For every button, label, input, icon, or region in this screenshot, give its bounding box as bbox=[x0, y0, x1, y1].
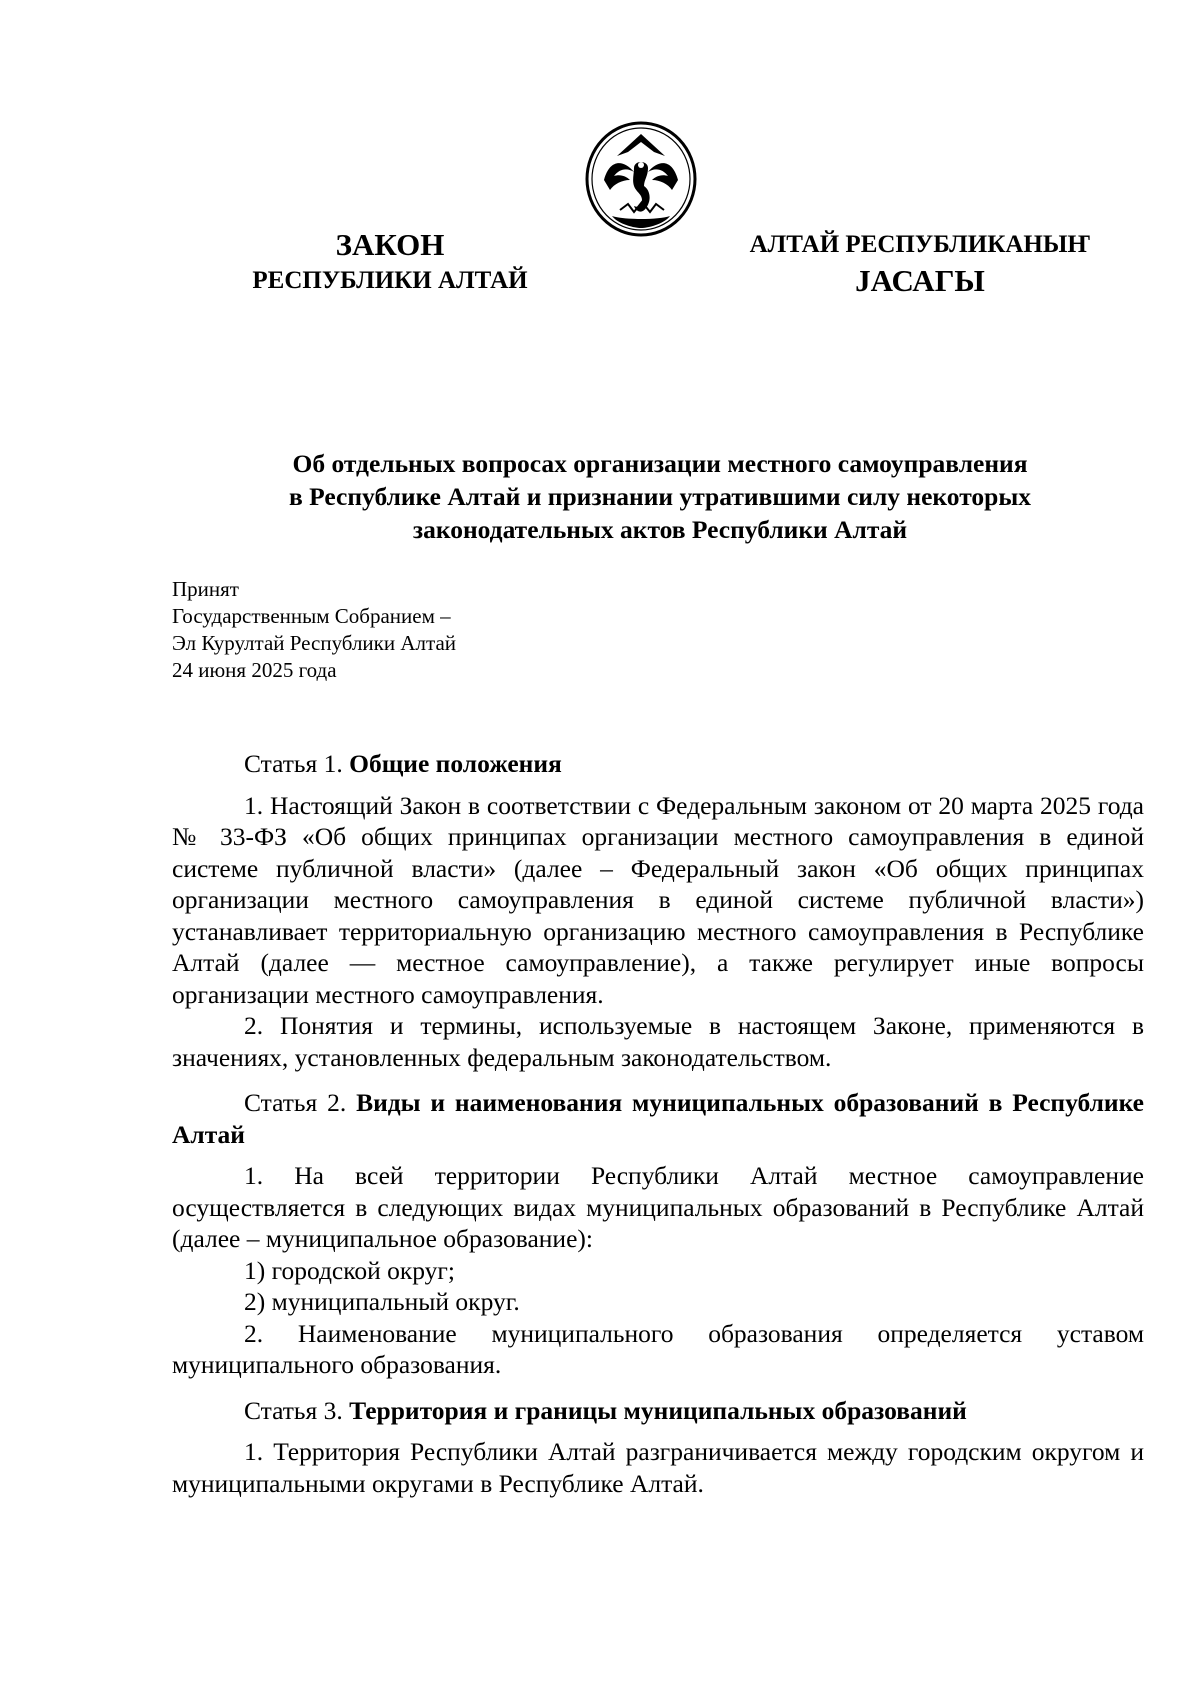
adoption-line: Принят bbox=[172, 577, 239, 601]
law-header-subtitle-alt: АЛТАЙ РЕСПУБЛИКАНЫҤ bbox=[749, 231, 1091, 258]
article-title: Общие положения bbox=[349, 749, 562, 778]
law-header-title-alt: JАСАГЫ bbox=[855, 263, 985, 298]
adoption-date: 24 июня 2025 года bbox=[172, 658, 337, 682]
article-heading bbox=[172, 1395, 1144, 1427]
law-title bbox=[170, 447, 1150, 546]
article-label: Статья 1. bbox=[244, 749, 343, 778]
article-paragraph: 2. Наименование муниципального образования определяется уставом муниципального образования. bbox=[172, 1318, 1144, 1379]
adoption-info bbox=[172, 576, 632, 684]
law-header-altai bbox=[720, 227, 1120, 299]
article-1 bbox=[172, 748, 1144, 1073]
article-label: Статья 3. bbox=[244, 1395, 343, 1425]
article-heading bbox=[172, 1087, 1144, 1150]
article-paragraph: 2. Понятия и термины, используемые в настоящем Законе, применяются в значениях, установленных федеральным законодательством. bbox=[172, 1011, 1144, 1072]
law-body bbox=[172, 748, 1144, 1499]
law-title-line: законодательных актов Республики Алтай bbox=[412, 515, 908, 544]
article-heading bbox=[172, 748, 1144, 780]
law-header-title-ru: ЗАКОН bbox=[335, 227, 445, 262]
emblem-icon bbox=[584, 120, 698, 238]
article-3 bbox=[172, 1395, 1144, 1500]
law-header-subtitle-ru: РЕСПУБЛИКИ АЛТАЙ bbox=[252, 267, 528, 294]
article-title: Виды и наименования муниципальных образований в Республике Алтай bbox=[172, 1088, 1145, 1149]
article-paragraph: 1. На всей территории Республики Алтай местное самоуправление осуществляется в следующих видах муниципальных образований в Республике Алтай (далее – муниципальное образование): bbox=[172, 1161, 1144, 1253]
law-title-line: в Республике Алтай и признании утратившими силу некоторых bbox=[289, 482, 1031, 511]
article-paragraph: 1. Настоящий Закон в соответствии с Федеральным законом от 20 марта 2025 года № 33-ФЗ «Об общих принципах организации местного самоуправления в единой системе публичной власти» (далее – Федеральный закон «Об общих принципах организации местного самоуправления в единой системе публичной власти») устанавливает территориальную организацию местного самоуправления в Республике Алтай (далее — местное самоуправление), а также регулирует иные вопросы организации местного самоуправления. bbox=[172, 790, 1144, 1009]
adoption-line: Эл Курултай Республики Алтай bbox=[172, 631, 457, 655]
article-paragraph: 1. Территория Республики Алтай разграничивается между городским округом и муниципальными округами в Республике Алтай. bbox=[172, 1437, 1144, 1498]
law-title-line: Об отдельных вопросах организации местного самоуправления bbox=[292, 449, 1028, 478]
list-item: 1) городской округ; bbox=[244, 1255, 455, 1285]
adoption-line: Государственным Собранием – bbox=[172, 604, 451, 628]
article-title: Территория и границы муниципальных образований bbox=[349, 1395, 967, 1425]
law-header-russian bbox=[220, 227, 560, 299]
article-label: Статья 2. bbox=[244, 1088, 347, 1117]
coat-of-arms-emblem bbox=[584, 120, 698, 238]
article-2 bbox=[172, 1087, 1144, 1381]
list-item: 2) муниципальный округ. bbox=[244, 1287, 520, 1316]
